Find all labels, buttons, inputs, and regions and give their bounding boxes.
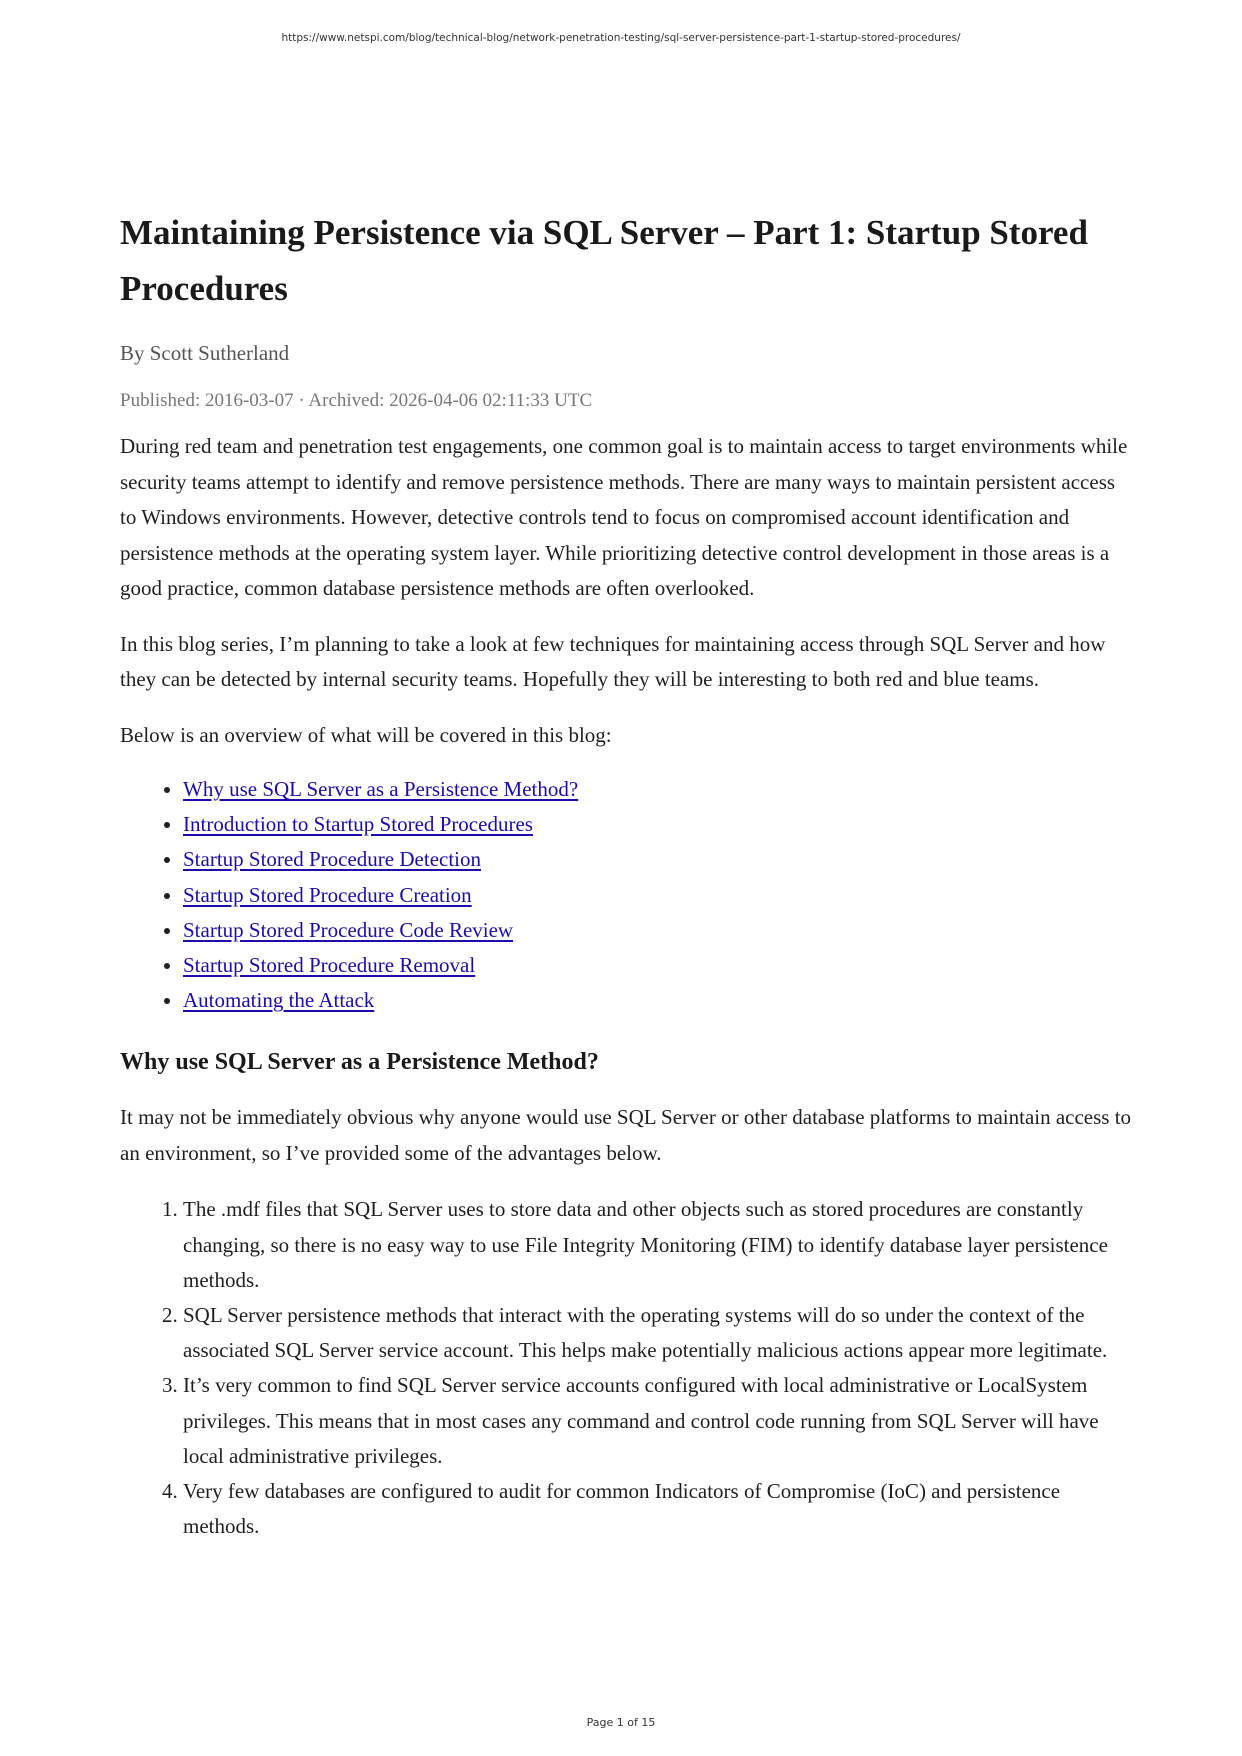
toc-link-code-review[interactable]: Startup Stored Procedure Code Review xyxy=(183,917,514,942)
toc-item xyxy=(183,983,1135,1018)
toc-item xyxy=(183,807,1135,842)
advantage-item: 1. The .mdf files that SQL Server uses to store data and other objects such as stored procedures are constantly changing, so there is no easy way to use File Integrity Monitoring (FIM) to identify database layer persistence methods. xyxy=(183,1192,1135,1298)
section-heading: Why use SQL Server as a Persistence Method? xyxy=(120,1049,599,1076)
author-byline: By Scott Sutherland xyxy=(120,341,290,365)
advantage-item: 3. It’s very common to find SQL Server service accounts configured with local administrative or LocalSystem privileges. This means that in most cases any command and control code running from SQL Server will have local administrative privileges. xyxy=(183,1368,1135,1474)
intro-paragraph-1: During red team and penetration test engagements, one common goal is to maintain access to target environments while security teams attempt to identify and remove persistence methods. There are many ways to maintain persistent access to Windows environments. However, detective controls tend to focus on compromised account identification and persistence methods at the operating system layer. While prioritizing detective control development in those areas is a good practice, common database persistence methods are often overlooked. xyxy=(120,434,1128,600)
table-of-contents xyxy=(120,772,1135,1018)
article xyxy=(120,205,1135,1544)
publish-meta: Published: 2016-03-07 · Archived: 2026-04-06 02:11:33 UTC xyxy=(120,390,593,411)
toc-link-why-use-sql-server[interactable]: Why use SQL Server as a Persistence Method? xyxy=(183,777,579,801)
advantage-item: 2. SQL Server persistence methods that interact with the operating systems will do so under the context of the associated SQL Server service account. This helps make potentially malicious actions appear more legitimate. xyxy=(183,1298,1135,1368)
toc-link-introduction[interactable]: Introduction to Startup Stored Procedures xyxy=(183,812,533,837)
toc-link-creation[interactable]: Startup Stored Procedure Creation xyxy=(183,882,472,907)
toc-link-automating[interactable]: Automating the Attack xyxy=(183,988,375,1013)
intro-paragraph-2: In this blog series, I’m planning to take a look at few techniques for maintaining access through SQL Server and how they can be detected by internal security teams. Hopefully they will be interesting to both red and blue teams. xyxy=(120,631,1106,691)
toc-item xyxy=(183,948,1135,983)
toc-item xyxy=(183,913,1135,948)
page-url: https://www.netspi.com/blog/technical-blog/network-penetration-testing/sql-server-persistence-part-1-startup-stored-procedures/ xyxy=(281,32,961,44)
intro-paragraph-3: Below is an overview of what will be covered in this blog: xyxy=(120,722,612,747)
toc-item xyxy=(183,878,1135,913)
article-title: Maintaining Persistence via SQL Server – Part 1: Startup Stored Procedures xyxy=(120,213,1088,308)
toc-link-detection[interactable]: Startup Stored Procedure Detection xyxy=(183,847,481,872)
advantage-item: 4. Very few databases are configured to audit for common Indicators of Compromise (IoC) and persistence methods. xyxy=(183,1474,1135,1544)
page-number: Page 1 of 15 xyxy=(586,1716,656,1729)
toc-link-removal[interactable]: Startup Stored Procedure Removal xyxy=(183,953,476,978)
section-paragraph: It may not be immediately obvious why anyone would use SQL Server or other database platforms to maintain access to an environment, so I’ve provided some of the advantages below. xyxy=(120,1105,1132,1165)
advantages-list xyxy=(120,1192,1135,1544)
toc-item xyxy=(183,842,1135,877)
toc-item xyxy=(183,772,1135,807)
